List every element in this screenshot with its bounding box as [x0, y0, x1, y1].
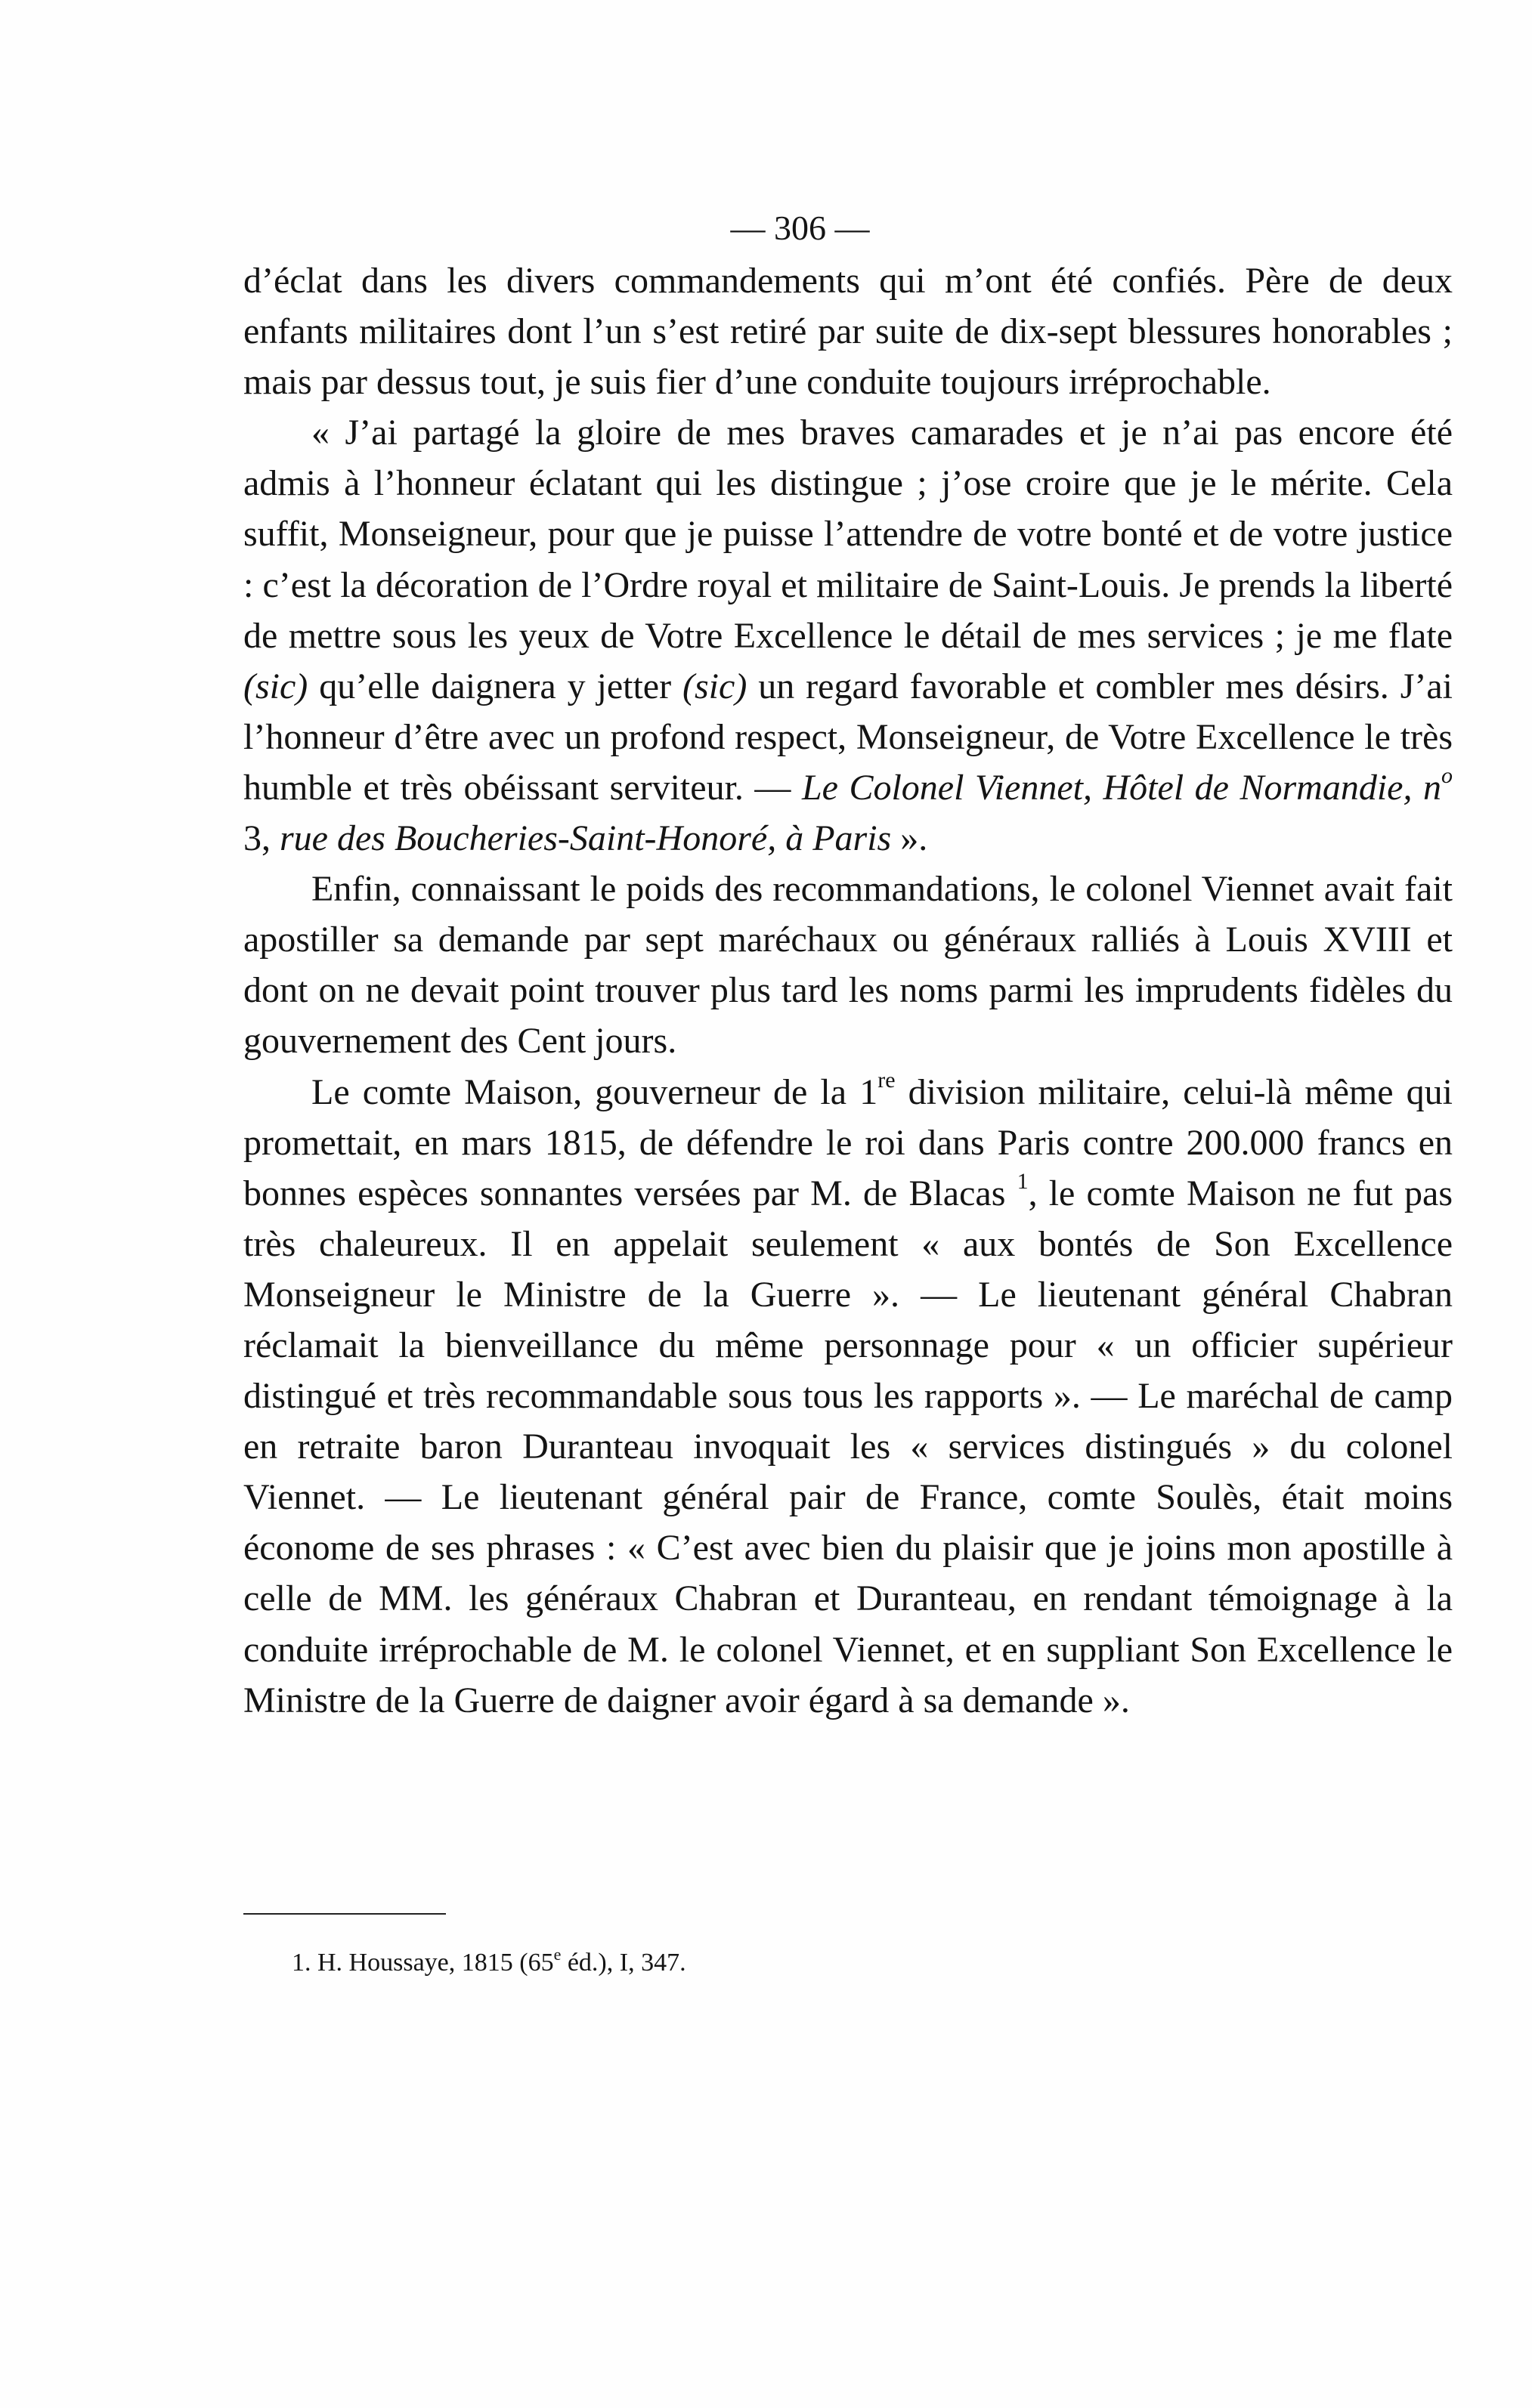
paragraph-4-text-2: division militaire, celui-là même qui promettait, en mars 1815, de défendre le roi dans Paris contre 200.000 francs en bonnes espèces sonnantes versées par M. de Blacas: [243, 1071, 1453, 1213]
body-text: [243, 255, 1453, 1726]
quote-close: ».: [891, 818, 928, 859]
footnote-text-2: éd.), I, 347.: [561, 1949, 686, 1977]
paragraph-1: d’éclat dans les divers commandements qui m’ont été confiés. Père de deux enfants militaires dont l’un s’est retiré par suite de dix-sept blessures honorables ; mais par dessus tout, je suis fier d’une conduite toujours irréprochable.: [243, 261, 1453, 403]
paragraph-3: Enfin, connaissant le poids des recommandations, le colonel Viennet avait fait apostiller sa demande par sept maréchaux ou généraux ralliés à Louis XVIII et dont on ne devait point trouver plus tard les noms parmi les imprudents fidèles du gouvernement des Cent jours.: [243, 869, 1453, 1062]
paragraph-4-text-3: , le comte Maison ne fut pas très chaleureux. Il en appelait seulement « aux bontés de Son Excellence Monseigneur le Ministre de la Guerre ». — Le lieutenant général Chabran réclamait la bienveillance du même personnage pour « un officier supérieur distingué et très recommandable sous tous les rapports ». — Le maréchal de camp en retraite baron Duranteau invoquait les « services distingués » du colonel Viennet. — Le lieutenant général pair de France, comte Soulès, était moins économe de ses phrases : « C’est avec bien du plaisir que je joins mon apostille à celle de MM. les généraux Chabran et Duranteau, en rendant témoignage à la conduite irréprochable de M. le colonel Viennet, et en suppliant Son Excellence le Ministre de la Guerre de daigner avoir égard à sa demande ».: [243, 1173, 1453, 1720]
paragraph-4: [243, 1067, 1453, 1726]
signature-number: 3,: [243, 818, 280, 859]
quote-text-3: un regard favorable et combler mes désirs. J’ai l’honneur d’être avec un profond respect, Monseigneur, de Votre Excellence le très humble et très obéissant serviteur. —: [243, 666, 1453, 808]
quote-text-2: qu’elle daignera y jetter: [308, 666, 683, 706]
footnote-text-1: 1. H. Houssaye, 1815 (65: [292, 1949, 554, 1977]
footnote-ref: 1: [1017, 1168, 1029, 1194]
paragraph-2-letter-quote: [243, 407, 1453, 864]
division-ordinal-sup: re: [877, 1067, 896, 1093]
signature-name: Le Colonel Viennet, Hôtel de Normandie, n: [801, 767, 1442, 808]
paragraph-4-text-1: Le comte Maison, gouverneur de la 1: [311, 1071, 878, 1112]
footnote: [292, 1946, 686, 1980]
page-number: — 306 —: [730, 209, 870, 247]
footnote-edition-sup: e: [553, 1945, 562, 1964]
signature-number-sup: o: [1441, 762, 1453, 788]
quote-text-1: « J’ai partagé la gloire de mes braves camarades et je n’ai pas encore été admis à l’honneur éclatant qui les distingue ; j’ose croire que je le mérite. Cela suffit, Monseigneur, pour que je puisse l’attendre de votre bonté et de votre justice : c’est la décoration de l’Ordre royal et militaire de Saint-Louis. Je prends la liberté de mettre sous les yeux de Votre Excellence le détail de mes services ; je me flate: [243, 413, 1453, 656]
sic-mark-1: (sic): [243, 666, 308, 706]
signature-address: rue des Boucheries-Saint-Honoré, à Paris: [280, 818, 892, 859]
footnote-separator: [243, 1913, 446, 1915]
sic-mark-2: (sic): [682, 666, 747, 706]
